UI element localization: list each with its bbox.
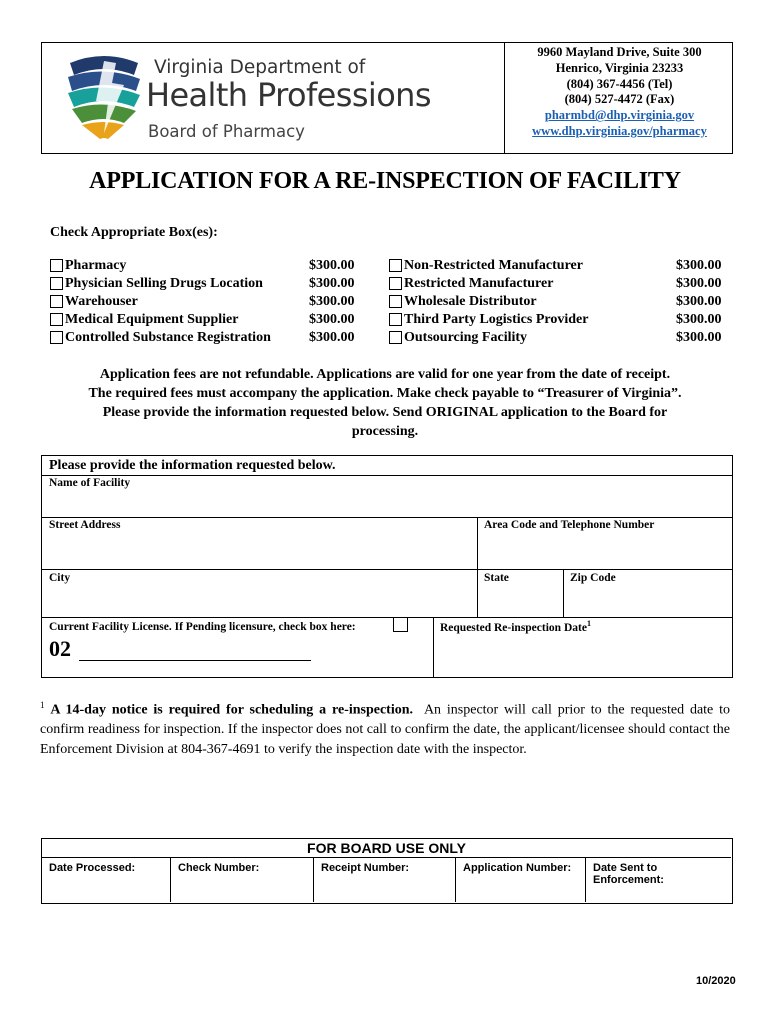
option-fee: $300.00: [676, 294, 722, 309]
board-name: Board of Pharmacy: [148, 122, 305, 141]
option-row: [50, 312, 360, 330]
fee-notice: [40, 365, 730, 441]
city-label: City: [49, 572, 71, 584]
state-field[interactable]: [477, 569, 563, 617]
requested-date-field[interactable]: [433, 617, 732, 677]
footnote: [40, 696, 730, 759]
footnote-marker: 1: [40, 700, 45, 710]
check-boxes-label: Check Appropriate Box(es):: [50, 225, 218, 240]
pending-licensure-checkbox[interactable]: [393, 617, 408, 632]
footnote-text: An inspector will call prior to the requested date to confirm readiness for inspection. If the inspector does not call to confirm the date, the applicant/licensee should contact the Enforcement Division at 804-367-4691 to verify the inspection date with the inspector.: [40, 702, 730, 757]
check-number-cell: Check Number:: [171, 857, 314, 902]
requested-date-text: Requested Re-inspection Date: [440, 621, 587, 634]
warehouser-checkbox[interactable]: [50, 295, 63, 308]
option-label: Medical Equipment Supplier: [65, 312, 239, 327]
address-line-2: Henrico, Virginia 23233: [555, 60, 684, 75]
notice-line: Please provide the information requested below. Send ORIGINAL application to the Board for: [102, 405, 668, 420]
option-label: Restricted Manufacturer: [404, 276, 554, 291]
option-row: [389, 312, 729, 330]
form-heading: Please provide the information requested below.: [49, 458, 336, 473]
option-fee: $300.00: [309, 294, 355, 309]
wholesale-distributor-checkbox[interactable]: [389, 295, 402, 308]
page-title: APPLICATION FOR A RE-INSPECTION OF FACILITY: [89, 168, 681, 194]
contact-block: [504, 42, 734, 154]
board-use-heading: FOR BOARD USE ONLY: [307, 840, 466, 856]
option-label: Warehouser: [65, 294, 138, 309]
option-label: Third Party Logistics Provider: [404, 312, 589, 327]
agency-logo: [42, 43, 504, 153]
option-label: Pharmacy: [65, 258, 127, 273]
option-label: Controlled Substance Registration: [65, 330, 271, 345]
address-line-1: 9960 Mayland Drive, Suite 300: [537, 45, 702, 59]
email-link[interactable]: pharmbd@dhp.virginia.gov: [544, 108, 695, 123]
date-sent-enforcement-cell: Date Sent to Enforcement:: [586, 857, 731, 902]
street-address-label: Street Address: [49, 519, 121, 531]
letterhead: [41, 42, 733, 154]
option-fee: $300.00: [309, 312, 355, 327]
street-address-field[interactable]: [42, 517, 477, 569]
notice-line: The required fees must accompany the application. Make check payable to “Treasurer of Virginia”.: [88, 386, 682, 401]
telephone-label: Area Code and Telephone Number: [484, 519, 655, 531]
option-row: [389, 276, 729, 294]
physician-selling-checkbox[interactable]: [50, 277, 63, 290]
notice-line: processing.: [351, 424, 419, 439]
controlled-substance-checkbox[interactable]: [50, 331, 63, 344]
option-fee: $300.00: [309, 276, 355, 291]
outsourcing-facility-checkbox[interactable]: [389, 331, 402, 344]
facility-options-left: [50, 258, 360, 348]
medical-equipment-checkbox[interactable]: [50, 313, 63, 326]
board-use-table: [41, 838, 733, 904]
name-of-facility-label: Name of Facility: [49, 477, 131, 489]
option-label: Wholesale Distributor: [404, 294, 537, 309]
receipt-number-cell: Receipt Number:: [314, 857, 456, 902]
option-label: Outsourcing Facility: [404, 330, 528, 345]
revision-date: 10/2020: [696, 975, 736, 987]
dhp-logo-icon: [64, 53, 144, 139]
pharmacy-checkbox[interactable]: [50, 259, 63, 272]
date-processed-cell: Date Processed:: [42, 857, 171, 902]
option-label: Physician Selling Drugs Location: [65, 276, 263, 291]
option-row: [389, 330, 729, 348]
option-fee: $300.00: [309, 330, 355, 345]
fax: (804) 527-4472 (Fax): [564, 92, 675, 107]
option-row: [389, 294, 729, 312]
restricted-manufacturer-checkbox[interactable]: [389, 277, 402, 290]
website-link[interactable]: www.dhp.virginia.gov/pharmacy: [532, 123, 707, 138]
option-row: [50, 258, 360, 276]
option-row: [50, 276, 360, 294]
option-row: [50, 294, 360, 312]
license-number-field[interactable]: [79, 660, 311, 661]
requested-date-footnote: 1: [586, 619, 591, 628]
department-name: Health Professions: [146, 76, 431, 114]
notice-line: Application fees are not refundable. Applications are valid for one year from the date of receipt.: [99, 367, 671, 382]
facility-options-right: [389, 258, 729, 348]
option-fee: $300.00: [676, 276, 722, 291]
telephone-field[interactable]: [477, 517, 732, 569]
current-license-label: Current Facility License. If Pending licensure, check box here:: [49, 621, 356, 633]
state-label: State: [484, 572, 509, 584]
option-row: [389, 258, 729, 276]
facility-info-form: [41, 455, 733, 678]
non-restricted-manufacturer-checkbox[interactable]: [389, 259, 402, 272]
city-field[interactable]: [42, 569, 477, 617]
option-row: [50, 330, 360, 348]
footnote-bold: A 14-day notice is required for scheduling a re-inspection.: [50, 702, 414, 718]
option-fee: $300.00: [676, 330, 722, 345]
telephone: (804) 367-4456 (Tel): [566, 76, 673, 91]
department-line: Virginia Department of: [154, 57, 366, 78]
third-party-logistics-checkbox[interactable]: [389, 313, 402, 326]
name-of-facility-field[interactable]: [42, 475, 732, 517]
application-number-cell: Application Number:: [456, 857, 586, 902]
option-fee: $300.00: [309, 258, 355, 273]
license-prefix: 02: [49, 636, 71, 661]
option-fee: $300.00: [676, 258, 722, 273]
option-label: Non-Restricted Manufacturer: [404, 258, 583, 273]
zip-label: Zip Code: [570, 572, 616, 584]
zip-field[interactable]: [563, 569, 732, 617]
option-fee: $300.00: [676, 312, 722, 327]
